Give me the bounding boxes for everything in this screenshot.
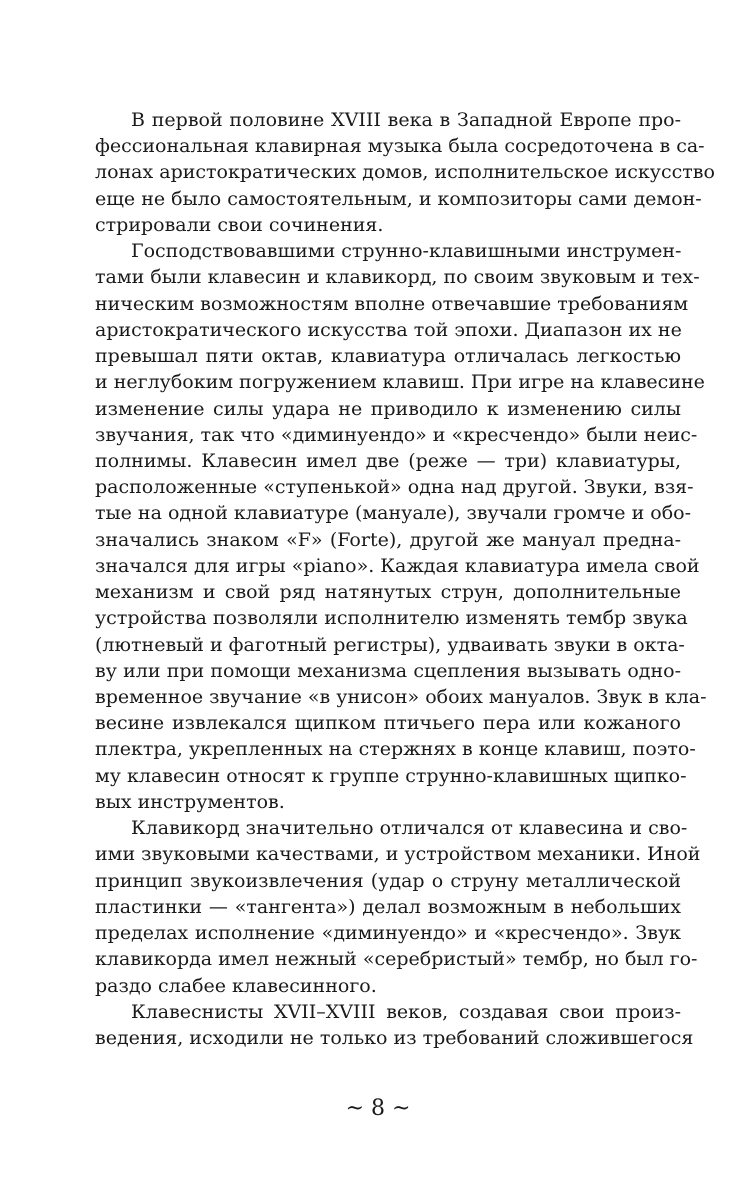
paragraph-2-line-4: аристократического искусства той эпохи. Диапазон их не: [95, 319, 682, 341]
paragraph-1-line-1: В первой половине XVIII века в Западной Европе про-: [131, 109, 681, 131]
paragraph-4-line-1: Клавеснисты XVII–XVIII веков, создавая свои произ-: [131, 1001, 681, 1023]
paragraph-2-line-16: (лютневый и фаготный регистры), удваивать звуки в окта-: [95, 634, 685, 656]
paragraph-1-line-5: стрировали свои сочинения.: [95, 214, 384, 236]
paragraph-2-line-18: временное звучание «в унисон» обоих мануалов. Звук в кла-: [95, 686, 707, 708]
paragraph-2-line-21: му клавесин относят к группе струнно-клавишных щипко-: [95, 765, 687, 787]
paragraph-2-line-15: устройства позволяли исполнителю изменять тембр звука: [95, 607, 688, 629]
paragraph-2-line-13: значался для игры «piano». Каждая клавиатура имела свой: [95, 555, 700, 577]
paragraph-3-line-1: Клавикорд значительно отличался от клавесина и сво-: [131, 817, 688, 839]
paragraph-2-line-11: тые на одной клавиатуре (мануале), звучали громче и обо-: [95, 502, 692, 524]
paragraph-2-line-19: весине извлекался щипком птичьего пера или кожаного: [95, 712, 681, 734]
paragraph-2-line-10: расположенные «ступенькой» одна над другой. Звуки, взя-: [95, 476, 694, 498]
paragraph-3-line-7: раздо слабее клавесинного.: [95, 975, 377, 997]
page-number: ~ 8 ~: [345, 1096, 411, 1121]
paragraph-2-line-12: значались знаком «F» (Forte), другой же мануал предна-: [95, 529, 681, 551]
paragraph-2-line-2: тами были клавесин и клавикорд, по своим звуковым и тех-: [95, 266, 700, 288]
paragraph-4-line-2: ведения, исходили не только из требований сложившегося: [95, 1027, 694, 1049]
paragraph-2-line-5: превышал пяти октав, клавиатура отличалась легкостью: [95, 345, 681, 367]
paragraph-2-line-22: вых инструментов.: [95, 791, 285, 813]
paragraph-2-line-7: изменение силы удара не приводило к изменению силы: [95, 398, 681, 420]
paragraph-2-line-8: звучания, так что «диминуендо» и «кресчендо» были неис-: [95, 424, 698, 446]
paragraph-1-line-4: еще не было самостоятельным, и композиторы сами демон-: [95, 188, 702, 210]
paragraph-1-line-3: лонах аристократических домов, исполнительское искусство: [95, 161, 715, 183]
paragraph-2-line-9: полнимы. Клавесин имел две (реже — три) клавиатуры,: [95, 450, 681, 472]
paragraph-3-line-5: пределах исполнение «диминуендо» и «кресчендо». Звук: [95, 922, 681, 944]
paragraph-2-line-20: плектра, укрепленных на стержнях в конце клавиш, поэто-: [95, 738, 696, 760]
paragraph-2-line-1: Господствовавшими струнно-клавишными инструмен-: [131, 240, 682, 262]
paragraph-2-line-6: и неглубоким погружением клавиш. При игре на клавесине: [95, 371, 705, 393]
paragraph-2-line-17: ву или при помощи механизма сцепления вызывать одно-: [95, 660, 681, 682]
paragraph-2-line-3: ническим возможностям вполне отвечавшие требованиям: [95, 293, 689, 315]
paragraph-3-line-3: принцип звукоизвлечения (удар о струну металлической: [95, 870, 681, 892]
paragraph-2-line-14: механизм и свой ряд натянутых струн, дополнительные: [95, 581, 681, 603]
paragraph-1-line-2: фессиональная клавирная музыка была сосредоточена в са-: [95, 135, 705, 157]
paragraph-3-line-2: ими звуковыми качествами, и устройством механики. Иной: [95, 843, 701, 865]
paragraph-3-line-6: клавикорда имел нежный «серебристый» тембр, но был го-: [95, 948, 698, 970]
paragraph-3-line-4: пластинки — «тангента») делал возможным в небольших: [95, 896, 681, 918]
